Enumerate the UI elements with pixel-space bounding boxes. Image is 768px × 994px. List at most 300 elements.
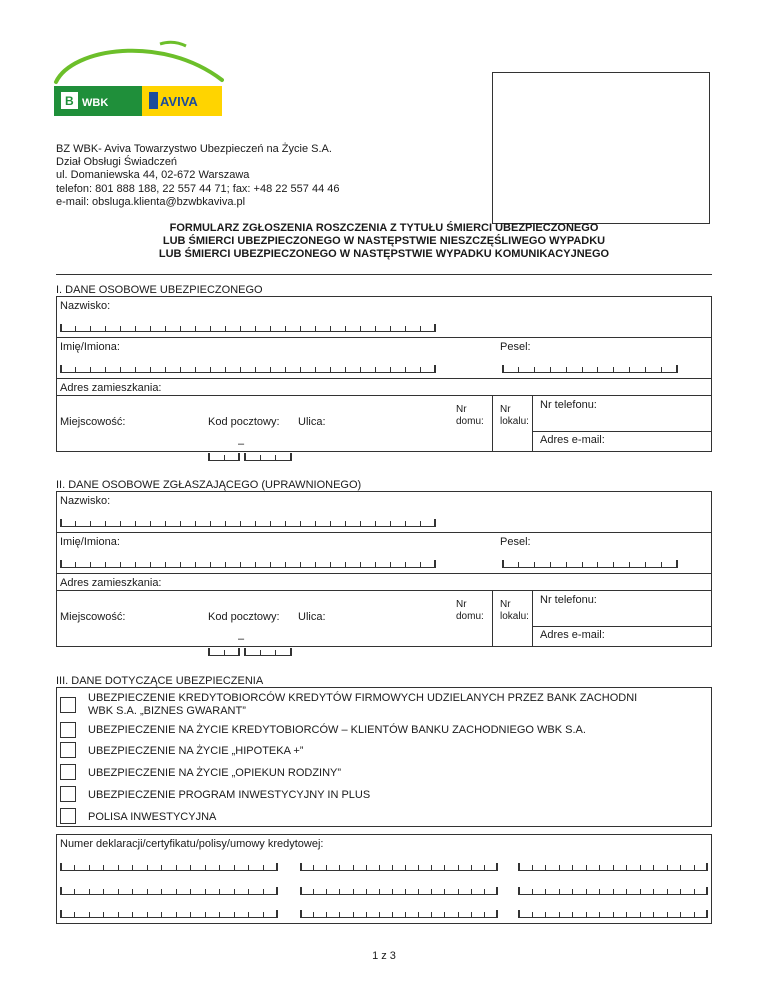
declaration-field-3[interactable]	[518, 865, 708, 871]
title-line-3: LUB ŚMIERCI UBEZPIECZONEGO W NASTĘPSTWIE WYPADKU KOMUNIKACYJNEGO	[158, 248, 610, 261]
section-1-heading: I. DANE OSOBOWE UBEZPIECZONEGO	[56, 284, 263, 296]
comb-tick	[645, 562, 646, 567]
comb-tick	[313, 889, 314, 894]
comb-tick	[313, 865, 314, 870]
comb-tick	[255, 521, 256, 526]
comb-tick	[150, 326, 151, 331]
comb-tick	[285, 326, 286, 331]
comb-tick	[161, 865, 162, 870]
comb-tick	[74, 889, 75, 894]
comb-tick	[471, 912, 472, 917]
insurance-option-5: UBEZPIECZENIE PROGRAM INWESTYCYJNY IN PLUS	[88, 789, 371, 801]
comb-tick	[345, 562, 346, 567]
comb-tick	[706, 863, 708, 870]
divider	[492, 395, 493, 452]
comb-tick	[150, 562, 151, 567]
comb-tick	[195, 367, 196, 372]
comb-tick	[653, 889, 654, 894]
comb-tick	[120, 562, 121, 567]
comb-tick	[135, 562, 136, 567]
s2-names-label: Imię/Imiona:	[60, 536, 120, 548]
comb-tick	[276, 910, 278, 917]
s2-postcode-label: Kod pocztowy:	[208, 611, 280, 623]
comb-tick	[225, 367, 226, 372]
comb-tick	[566, 367, 567, 372]
comb-tick	[653, 865, 654, 870]
comb-tick	[667, 865, 668, 870]
comb-tick	[484, 889, 485, 894]
comb-tick	[263, 865, 264, 870]
comb-tick	[496, 863, 498, 870]
comb-tick	[353, 865, 354, 870]
form-title	[60, 222, 708, 262]
comb-tick	[161, 912, 162, 917]
comb-tick	[244, 453, 246, 460]
comb-tick	[353, 889, 354, 894]
s1-names-label: Imię/Imiona:	[60, 341, 120, 353]
comb-tick	[205, 912, 206, 917]
s1-flat-nr-label: Nr lokalu:	[500, 404, 529, 427]
comb-tick	[366, 889, 367, 894]
comb-tick	[390, 521, 391, 526]
comb-tick	[680, 865, 681, 870]
comb-tick	[518, 887, 520, 894]
comb-tick	[559, 865, 560, 870]
comb-tick	[208, 453, 210, 460]
comb-tick	[390, 562, 391, 567]
comb-tick	[418, 912, 419, 917]
comb-tick	[661, 367, 662, 372]
comb-tick	[190, 865, 191, 870]
section-3-heading: III. DANE DOTYCZĄCE UBEZPIECZENIA	[56, 675, 264, 687]
comb-tick	[613, 367, 614, 372]
comb-tick	[694, 912, 695, 917]
comb-tick	[518, 863, 520, 870]
comb-tick	[360, 367, 361, 372]
s1-postcode-dash: –	[238, 438, 245, 450]
comb-tick	[418, 865, 419, 870]
comb-tick	[120, 367, 121, 372]
comb-tick	[330, 521, 331, 526]
comb-tick	[75, 521, 76, 526]
s1-address-label: Adres zamieszkania:	[60, 382, 162, 394]
comb-tick	[375, 521, 376, 526]
comb-tick	[275, 650, 276, 655]
comb-tick	[502, 560, 504, 567]
comb-tick	[180, 562, 181, 567]
comb-tick	[532, 889, 533, 894]
comb-tick	[330, 367, 331, 372]
insurance-option-4: UBEZPIECZENIE NA ŻYCIE „OPIEKUN RODZINY”	[88, 767, 342, 779]
comb-tick	[260, 455, 261, 460]
comb-tick	[496, 887, 498, 894]
comb-tick	[326, 865, 327, 870]
comb-tick	[244, 648, 246, 655]
comb-tick	[161, 889, 162, 894]
comb-tick	[60, 887, 62, 894]
comb-tick	[405, 521, 406, 526]
declaration-field-7[interactable]	[60, 912, 278, 918]
comb-tick	[105, 326, 106, 331]
s2-street-label: Ulica:	[298, 611, 326, 623]
comb-tick	[550, 367, 551, 372]
comb-tick	[458, 889, 459, 894]
declaration-field-9[interactable]	[518, 912, 708, 918]
comb-tick	[392, 889, 393, 894]
comb-tick	[629, 562, 630, 567]
comb-tick	[599, 865, 600, 870]
comb-tick	[210, 367, 211, 372]
comb-tick	[315, 562, 316, 567]
comb-tick	[360, 521, 361, 526]
divider	[532, 590, 533, 647]
comb-tick	[518, 367, 519, 372]
wbk-wordmark: WBK	[82, 97, 109, 109]
comb-tick	[165, 521, 166, 526]
comb-tick	[566, 562, 567, 567]
comb-tick	[248, 889, 249, 894]
comb-tick	[613, 562, 614, 567]
comb-tick	[502, 365, 504, 372]
comb-tick	[545, 912, 546, 917]
svg-text:B: B	[65, 94, 74, 108]
comb-tick	[105, 521, 106, 526]
comb-tick	[661, 562, 662, 567]
comb-tick	[238, 648, 240, 655]
comb-tick	[120, 521, 121, 526]
s2-postcode-field-b[interactable]	[244, 650, 292, 656]
insurance-checkbox-2[interactable]	[60, 722, 76, 738]
comb-tick	[496, 910, 498, 917]
comb-tick	[225, 521, 226, 526]
s1-surname-label: Nazwisko:	[60, 300, 111, 312]
company-department: Dział Obsługi Świadczeń	[56, 156, 178, 169]
comb-tick	[74, 865, 75, 870]
comb-tick	[225, 326, 226, 331]
comb-tick	[290, 453, 292, 460]
comb-tick	[118, 865, 119, 870]
comb-tick	[360, 326, 361, 331]
comb-tick	[190, 912, 191, 917]
comb-tick	[559, 889, 560, 894]
s2-surname-field[interactable]	[60, 521, 436, 527]
aviva-wordmark: AVIVA	[160, 94, 198, 109]
comb-tick	[390, 367, 391, 372]
comb-tick	[420, 367, 421, 372]
comb-tick	[285, 367, 286, 372]
s2-flat-nr-label: Nr lokalu:	[500, 599, 529, 622]
insurance-checkbox-6[interactable]	[60, 808, 76, 824]
comb-tick	[640, 865, 641, 870]
comb-tick	[484, 912, 485, 917]
comb-tick	[135, 326, 136, 331]
comb-tick	[180, 521, 181, 526]
divider	[532, 395, 533, 452]
comb-tick	[586, 912, 587, 917]
divider	[532, 431, 712, 432]
comb-tick	[629, 367, 630, 372]
title-line-1: FORMULARZ ZGŁOSZENIA ROSZCZENIA Z TYTUŁU ŚMIERCI UBEZPIECZONEGO	[169, 222, 599, 234]
comb-tick	[366, 912, 367, 917]
comb-tick	[270, 367, 271, 372]
comb-tick	[60, 519, 62, 526]
declaration-field-8[interactable]	[300, 912, 498, 918]
declaration-field-4[interactable]	[60, 889, 278, 895]
comb-tick	[405, 865, 406, 870]
comb-tick	[405, 889, 406, 894]
title-divider	[56, 274, 712, 275]
s2-pesel-field[interactable]	[502, 562, 678, 568]
insurance-checkbox-3[interactable]	[60, 742, 76, 758]
company-logo	[52, 38, 224, 120]
comb-tick	[518, 910, 520, 917]
section-1-box	[56, 296, 712, 452]
s2-surname-label: Nazwisko:	[60, 495, 111, 507]
comb-tick	[180, 326, 181, 331]
comb-tick	[195, 326, 196, 331]
s2-postcode-dash: –	[238, 633, 245, 645]
comb-tick	[260, 650, 261, 655]
comb-tick	[375, 326, 376, 331]
comb-tick	[471, 865, 472, 870]
comb-tick	[195, 562, 196, 567]
comb-tick	[534, 367, 535, 372]
s2-postcode-field-a[interactable]	[208, 650, 240, 656]
comb-tick	[275, 455, 276, 460]
comb-tick	[263, 912, 264, 917]
comb-tick	[60, 365, 62, 372]
comb-tick	[300, 887, 302, 894]
comb-tick	[680, 889, 681, 894]
comb-tick	[118, 889, 119, 894]
comb-tick	[132, 912, 133, 917]
comb-tick	[330, 562, 331, 567]
comb-tick	[60, 910, 62, 917]
comb-tick	[190, 889, 191, 894]
declaration-field-2[interactable]	[300, 865, 498, 871]
s2-city-label: Miejscowość:	[60, 611, 126, 623]
comb-tick	[60, 560, 62, 567]
comb-tick	[339, 889, 340, 894]
comb-tick	[300, 367, 301, 372]
comb-tick	[444, 889, 445, 894]
s1-postcode-field-a[interactable]	[208, 455, 240, 461]
comb-tick	[240, 367, 241, 372]
comb-tick	[240, 562, 241, 567]
comb-tick	[640, 889, 641, 894]
comb-tick	[586, 865, 587, 870]
s1-names-field[interactable]	[60, 367, 436, 373]
comb-tick	[345, 521, 346, 526]
comb-tick	[431, 912, 432, 917]
comb-tick	[694, 889, 695, 894]
page-number: 1 z 3	[372, 950, 396, 962]
comb-tick	[176, 912, 177, 917]
comb-tick	[706, 887, 708, 894]
comb-tick	[680, 912, 681, 917]
comb-tick	[205, 865, 206, 870]
comb-tick	[270, 562, 271, 567]
comb-tick	[205, 889, 206, 894]
s1-pesel-label: Pesel:	[500, 341, 531, 353]
comb-tick	[270, 521, 271, 526]
comb-tick	[165, 367, 166, 372]
insurance-option-1: UBEZPIECZENIE KREDYTOBIORCÓW KREDYTÓW FIRMOWYCH UDZIELANYCH PRZEZ BANK ZACHODNI WBK S.A. „BIZNES GWARANT”	[88, 692, 638, 717]
insurance-checkbox-1[interactable]	[60, 697, 76, 713]
comb-tick	[534, 562, 535, 567]
comb-tick	[208, 648, 210, 655]
comb-tick	[90, 562, 91, 567]
divider	[56, 337, 712, 338]
comb-tick	[135, 521, 136, 526]
comb-tick	[90, 521, 91, 526]
comb-tick	[375, 367, 376, 372]
comb-tick	[300, 326, 301, 331]
comb-tick	[405, 912, 406, 917]
comb-tick	[586, 889, 587, 894]
company-phones: telefon: 801 888 188, 22 557 44 71; fax: +48 22 557 44 46	[56, 182, 340, 195]
comb-tick	[572, 889, 573, 894]
s2-address-label: Adres zamieszkania:	[60, 577, 162, 589]
comb-tick	[105, 562, 106, 567]
comb-tick	[572, 865, 573, 870]
comb-tick	[379, 865, 380, 870]
divider	[532, 626, 712, 627]
comb-tick	[89, 865, 90, 870]
comb-tick	[300, 562, 301, 567]
comb-tick	[224, 455, 225, 460]
insurance-checkbox-4[interactable]	[60, 764, 76, 780]
comb-tick	[360, 562, 361, 567]
comb-tick	[195, 521, 196, 526]
comb-tick	[582, 562, 583, 567]
comb-tick	[60, 324, 62, 331]
comb-tick	[532, 865, 533, 870]
comb-tick	[285, 521, 286, 526]
comb-tick	[471, 889, 472, 894]
comb-tick	[238, 453, 240, 460]
section-2-box	[56, 491, 712, 647]
comb-tick	[165, 326, 166, 331]
comb-tick	[315, 367, 316, 372]
comb-tick	[165, 562, 166, 567]
comb-tick	[290, 648, 292, 655]
comb-tick	[653, 912, 654, 917]
title-line-2: LUB ŚMIERCI UBEZPIECZONEGO W NASTĘPSTWIE NIESZCZĘŚLIWEGO WYPADKU	[162, 235, 606, 248]
declaration-field-5[interactable]	[300, 889, 498, 895]
comb-tick	[545, 889, 546, 894]
comb-tick	[375, 562, 376, 567]
comb-tick	[219, 865, 220, 870]
comb-tick	[147, 912, 148, 917]
company-address: ul. Domaniewska 44, 02-672 Warszawa	[56, 169, 250, 182]
comb-tick	[458, 912, 459, 917]
s2-phone-label: Nr telefonu:	[540, 594, 597, 606]
insurance-option-2: UBEZPIECZENIE NA ŻYCIE KREDYTOBIORCÓW – KLIENTÓW BANKU ZACHODNIEGO WBK S.A.	[88, 724, 586, 736]
comb-tick	[392, 912, 393, 917]
comb-tick	[150, 367, 151, 372]
s1-house-nr-label: Nr domu:	[456, 404, 484, 427]
declaration-field-1[interactable]	[60, 865, 278, 871]
comb-tick	[313, 912, 314, 917]
comb-tick	[694, 865, 695, 870]
comb-tick	[210, 562, 211, 567]
comb-tick	[147, 889, 148, 894]
comb-tick	[597, 562, 598, 567]
insurance-checkbox-5[interactable]	[60, 786, 76, 802]
comb-tick	[74, 912, 75, 917]
divider	[56, 378, 712, 379]
comb-tick	[366, 865, 367, 870]
comb-tick	[420, 521, 421, 526]
comb-tick	[345, 326, 346, 331]
s1-street-label: Ulica:	[298, 416, 326, 428]
comb-tick	[420, 562, 421, 567]
stamp-box	[492, 72, 710, 224]
divider	[56, 590, 712, 591]
comb-tick	[118, 912, 119, 917]
comb-tick	[300, 521, 301, 526]
insurance-option-3: UBEZPIECZENIE NA ŻYCIE „HIPOTEKA +”	[88, 745, 304, 757]
comb-tick	[434, 365, 436, 372]
company-name: BZ WBK- Aviva Towarzystwo Ubezpieczeń na Życie S.A.	[56, 143, 332, 155]
comb-tick	[75, 326, 76, 331]
comb-tick	[599, 889, 600, 894]
comb-tick	[613, 912, 614, 917]
s1-postcode-field-b[interactable]	[244, 455, 292, 461]
comb-tick	[431, 865, 432, 870]
comb-tick	[420, 326, 421, 331]
comb-tick	[132, 889, 133, 894]
comb-tick	[180, 367, 181, 372]
comb-tick	[626, 912, 627, 917]
comb-tick	[434, 560, 436, 567]
comb-tick	[75, 367, 76, 372]
s1-pesel-field[interactable]	[502, 367, 678, 373]
comb-tick	[326, 912, 327, 917]
comb-tick	[353, 912, 354, 917]
comb-tick	[234, 865, 235, 870]
comb-tick	[90, 367, 91, 372]
comb-tick	[150, 521, 151, 526]
comb-tick	[176, 889, 177, 894]
comb-tick	[572, 912, 573, 917]
comb-tick	[390, 326, 391, 331]
comb-tick	[248, 865, 249, 870]
comb-tick	[315, 326, 316, 331]
comb-tick	[75, 562, 76, 567]
s2-email-label: Adres e-mail:	[540, 629, 605, 641]
comb-tick	[418, 889, 419, 894]
comb-tick	[103, 865, 104, 870]
comb-tick	[597, 367, 598, 372]
comb-tick	[240, 521, 241, 526]
comb-tick	[210, 521, 211, 526]
s1-phone-label: Nr telefonu:	[540, 399, 597, 411]
divider	[56, 573, 712, 574]
comb-tick	[103, 889, 104, 894]
s2-names-field[interactable]	[60, 562, 436, 568]
s1-surname-field[interactable]	[60, 326, 436, 332]
comb-tick	[300, 910, 302, 917]
comb-tick	[89, 889, 90, 894]
comb-tick	[255, 562, 256, 567]
section-2-heading: II. DANE OSOBOWE ZGŁASZAJĄCEGO (UPRAWNIONEGO)	[56, 479, 362, 491]
comb-tick	[248, 912, 249, 917]
declaration-field-6[interactable]	[518, 889, 708, 895]
comb-tick	[405, 367, 406, 372]
s2-house-nr-label: Nr domu:	[456, 599, 484, 622]
